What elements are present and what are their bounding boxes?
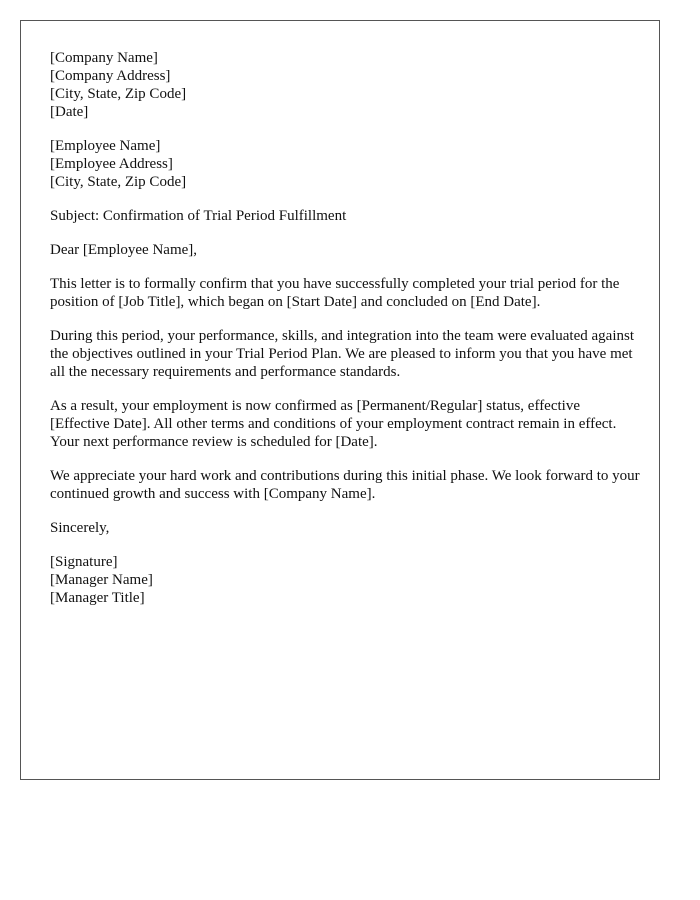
- letter-date: [Date]: [50, 104, 89, 120]
- manager-title: [Manager Title]: [50, 590, 145, 606]
- sender-address-block: [50, 49, 642, 121]
- manager-name: [Manager Name]: [50, 572, 153, 588]
- sender-city-state-zip: [City, State, Zip Code]: [50, 86, 187, 102]
- paragraph-confirmation: This letter is to formally confirm that you have successfully completed your trial period for the position of [Job Title], which began on [Start Date] and concluded on [End Date].: [50, 276, 620, 310]
- closing: Sincerely,: [50, 520, 110, 536]
- recipient-city-state-zip: [City, State, Zip Code]: [50, 174, 187, 190]
- signature: [Signature]: [50, 554, 118, 570]
- recipient-employee-address: [Employee Address]: [50, 156, 173, 172]
- subject-line: Subject: Confirmation of Trial Period Fulfillment: [50, 208, 347, 224]
- signature-block: [50, 553, 642, 607]
- paragraph-evaluation: During this period, your performance, skills, and integration into the team were evaluated against the objectives outlined in your Trial Period Plan. We are pleased to inform you that you have met all the necessary requirements and performance standards.: [50, 328, 634, 380]
- recipient-address-block: [50, 137, 642, 191]
- paragraph-employment-status: As a result, your employment is now confirmed as [Permanent/Regular] status, effective [Effective Date]. All other terms and conditions of your employment contract remain in effect. Your next performance review is scheduled for [Date].: [50, 398, 617, 450]
- sender-company-name: [Company Name]: [50, 50, 158, 66]
- letter-page: [20, 20, 660, 780]
- letter-body: [50, 49, 642, 623]
- paragraph-appreciation: We appreciate your hard work and contributions during this initial phase. We look forward to your continued growth and success with [Company Name].: [50, 468, 640, 502]
- salutation: Dear [Employee Name],: [50, 242, 198, 258]
- sender-company-address: [Company Address]: [50, 68, 171, 84]
- recipient-employee-name: [Employee Name]: [50, 138, 161, 154]
